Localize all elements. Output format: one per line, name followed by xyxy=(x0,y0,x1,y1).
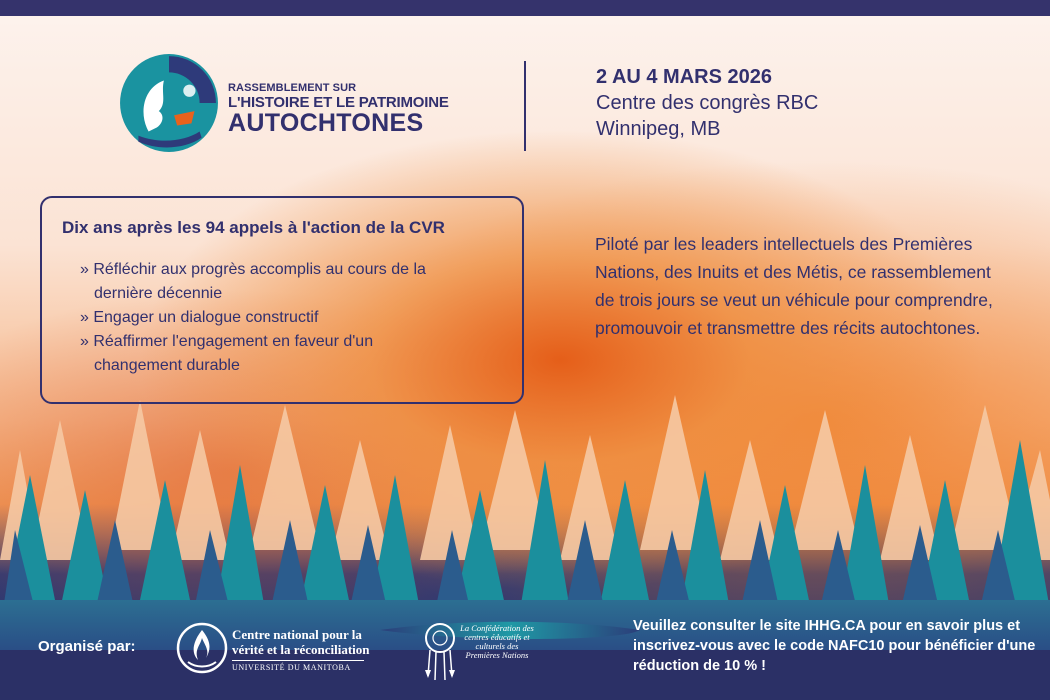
highlights-box xyxy=(40,196,524,404)
wordmark-line-3: AUTOCHTONES xyxy=(228,109,424,137)
event-city: Winnipeg, MB xyxy=(596,118,721,140)
confederation-wordmark: La Confédération des centres éducatifs et culturels des Premières Nations xyxy=(460,623,534,660)
wordmark-line-1: RASSEMBLEMENT SUR xyxy=(228,82,357,94)
top-bar xyxy=(0,0,1050,16)
gathering-wordmark xyxy=(228,82,449,135)
event-description: Piloté par les leaders intellectuels des Premières Nations, des Inuits et des Métis, ce rassemblement de trois jours se veut un véhicule pour comprendre, promouvoir et transmettre des récits autochtones. xyxy=(595,234,993,338)
organized-by-label: Organisé par: xyxy=(38,638,136,655)
header-divider xyxy=(524,61,526,151)
cnvr-flame-icon xyxy=(176,622,228,674)
cnvr-line-2: vérité et la réconciliation xyxy=(232,642,370,657)
cnvr-wordmark xyxy=(232,627,370,672)
highlight-item: » Réaffirmer l'engagement en faveur d'un changement durable xyxy=(80,330,454,378)
event-details xyxy=(596,64,818,142)
highlights-list xyxy=(80,258,454,378)
gathering-logo xyxy=(118,52,220,154)
cnvr-rule xyxy=(232,660,364,661)
highlight-item: » Réfléchir aux progrès accomplis au cours de la dernière décennie xyxy=(80,258,454,306)
dreamcatcher-icon xyxy=(422,620,458,682)
cnvr-line-3: UNIVERSITÉ DU MANITOBA xyxy=(232,663,351,672)
highlights-title: Dix ans après les 94 appels à l'action de la CVR xyxy=(62,218,445,237)
cnvr-line-1: Centre national pour la xyxy=(232,627,362,642)
event-venue: Centre des congrès RBC xyxy=(596,92,819,114)
highlight-item: » Engager un dialogue constructif xyxy=(80,306,454,330)
wordmark-line-2: L'HISTOIRE ET LE PATRIMOINE xyxy=(228,94,449,111)
call-to-action: Veuillez consulter le site IHHG.CA pour en savoir plus et inscrivez-vous avec le code NAFC10 pour bénéficier d'une réduction de 10 % ! xyxy=(633,618,1036,674)
event-date: 2 AU 4 MARS 2026 xyxy=(596,66,772,88)
